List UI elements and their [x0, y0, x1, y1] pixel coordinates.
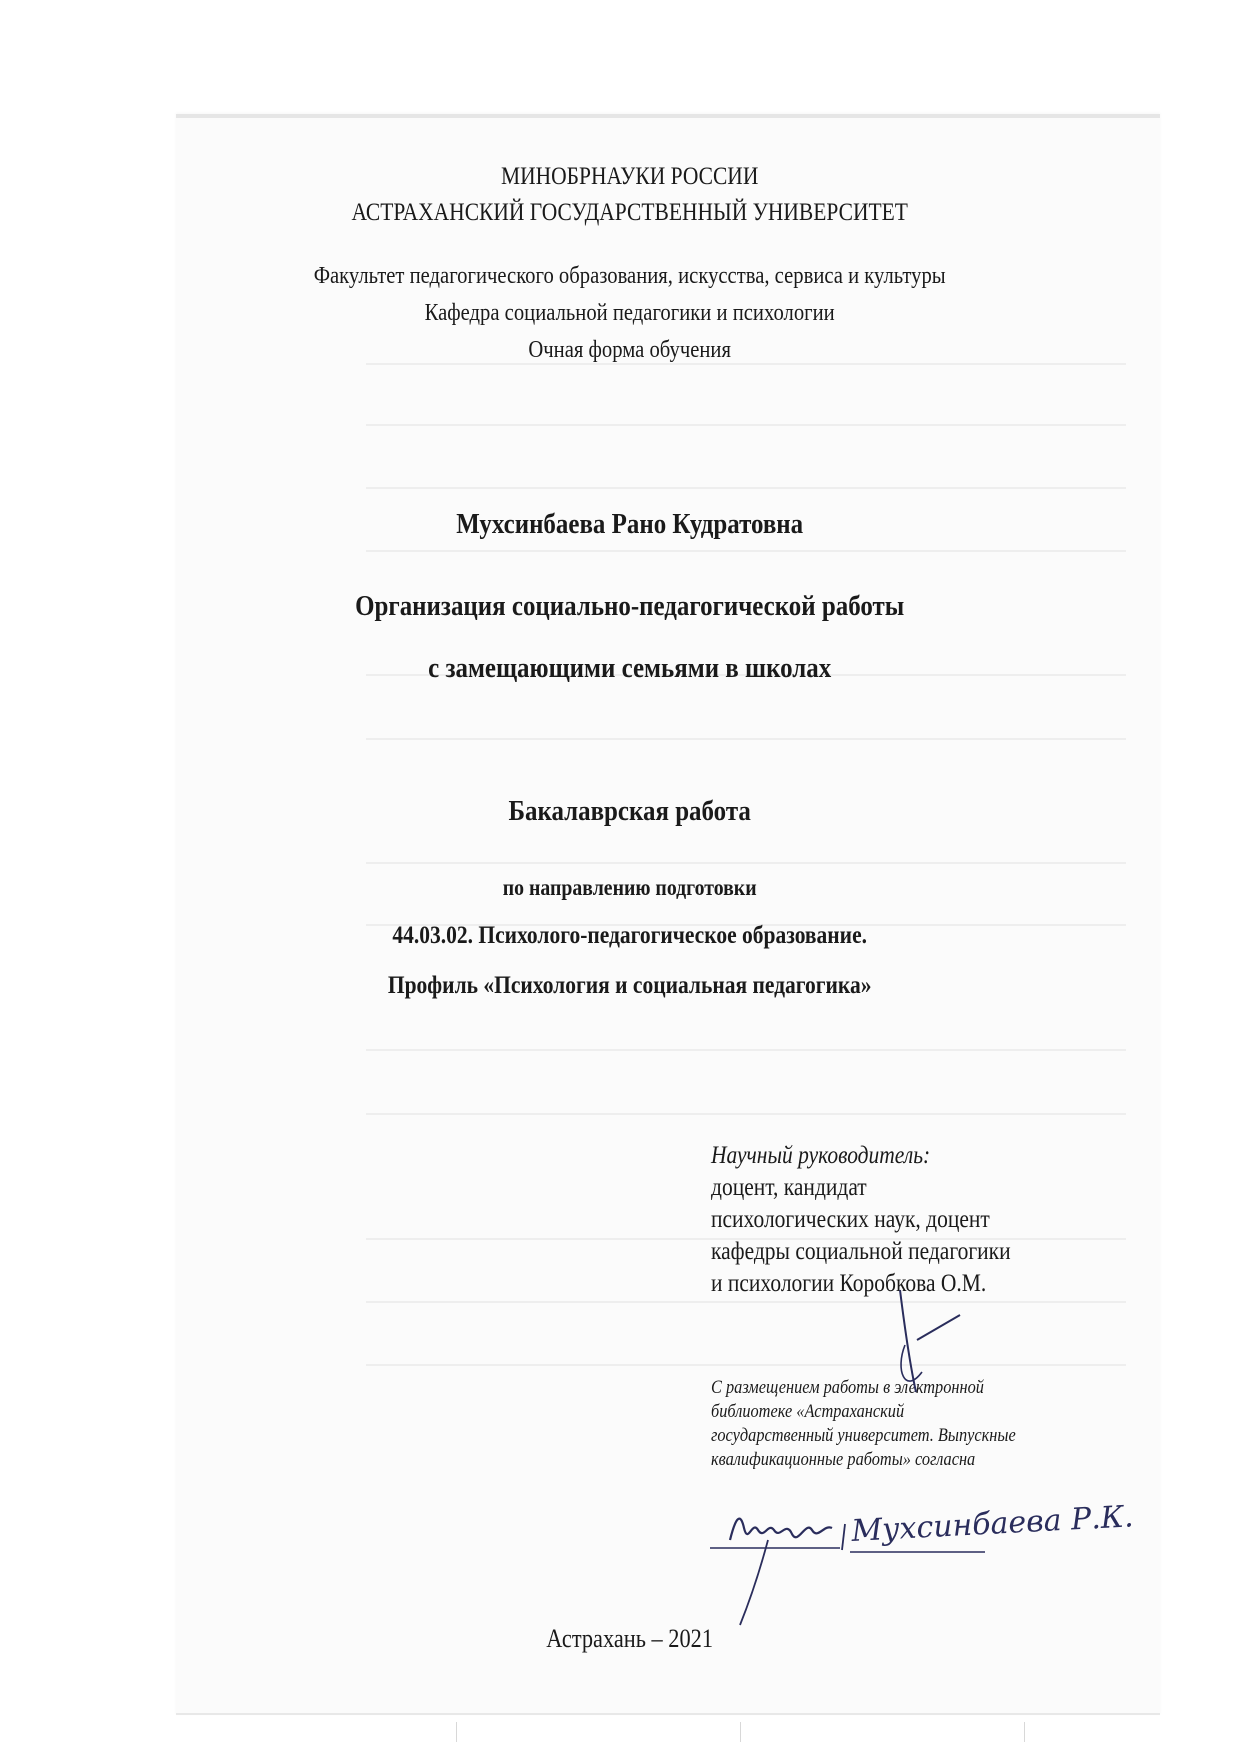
handwritten-student-name: Мухсинбаева Р.К.: [850, 1499, 1135, 1549]
supervisor-heading: Научный руководитель:: [711, 1142, 931, 1169]
thesis-title-line-2: с замещающими семьями в школах: [428, 652, 832, 684]
consent-line: библиотеке «Астраханский: [711, 1401, 905, 1422]
footer-divider: [456, 1722, 457, 1742]
supervisor-signature-stroke: [917, 1315, 960, 1340]
consent-line: С размещением работы в электронной: [711, 1377, 984, 1398]
author-name: Мухсинбаева Рано Кудратовна: [456, 508, 804, 540]
city-year: Астрахань – 2021: [546, 1624, 714, 1653]
direction-code: 44.03.02. Психолого-педагогическое образование.: [392, 922, 867, 949]
work-type: Бакалаврская работа: [508, 795, 751, 827]
direction-profile: Профиль «Психология и социальная педагогика»: [387, 972, 872, 999]
direction-label: по направлению подготовки: [502, 875, 757, 900]
thesis-title-line-1: Организация социально-педагогической работы: [355, 590, 905, 622]
student-signature: [710, 1519, 845, 1625]
signature-separator: [842, 1524, 845, 1550]
university-name: АСТРАХАНСКИЙ ГОСУДАРСТВЕННЫЙ УНИВЕРСИТЕТ: [351, 199, 908, 226]
supervisor-line: и психологии Коробкова О.М.: [711, 1270, 987, 1297]
department-name: Кафедра социальной педагогики и психологии: [424, 300, 835, 326]
supervisor-signature-stroke: [900, 1290, 916, 1392]
supervisor-signature-stroke: [901, 1345, 922, 1381]
signature-tail: [740, 1540, 768, 1625]
supervisor-line: кафедры социальной педагогики: [711, 1238, 1011, 1265]
footer-divider: [740, 1722, 741, 1742]
consent-line: государственный университет. Выпускные: [711, 1425, 1016, 1446]
supervisor-line: психологических наук, доцент: [711, 1206, 990, 1233]
footer-divider: [1024, 1722, 1025, 1742]
consent-line: квалификационные работы» согласна: [711, 1449, 976, 1470]
supervisor-line: доцент, кандидат: [711, 1174, 867, 1201]
signature-scribble: [730, 1519, 832, 1540]
faculty-name: Факультет педагогического образования, искусства, сервиса и культуры: [313, 263, 946, 289]
ministry-name: МИНОБРНАУКИ РОССИИ: [500, 163, 759, 190]
study-form: Очная форма обучения: [528, 337, 731, 363]
